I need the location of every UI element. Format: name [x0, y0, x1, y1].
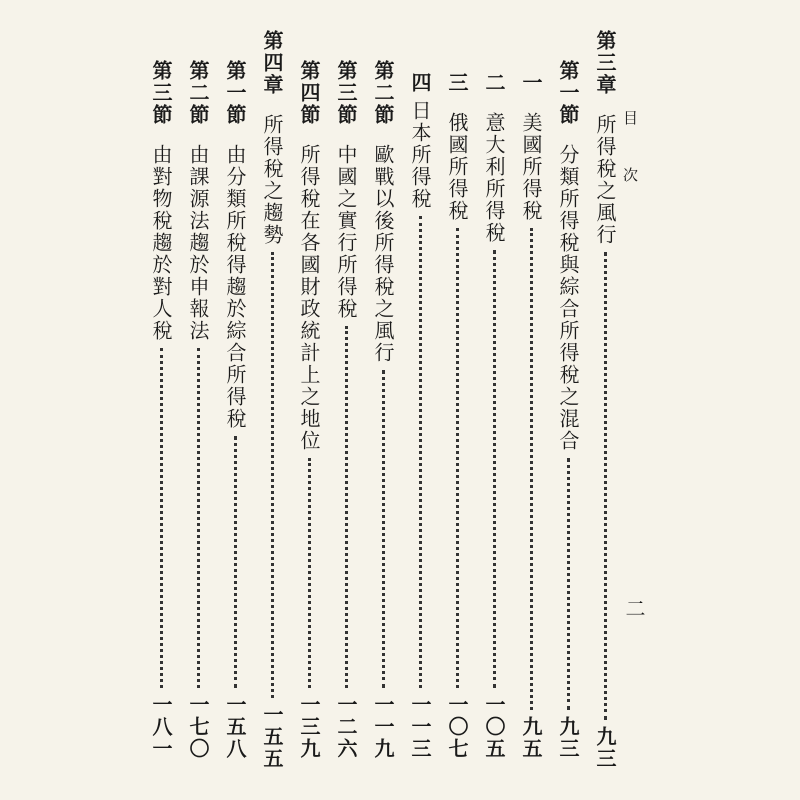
entry-title: 分類所得稅與綜合所得稅之混合 [556, 144, 580, 452]
toc-entry [331, 60, 361, 760]
leader-dots [160, 348, 163, 688]
entry-label: 第三章 [593, 30, 617, 96]
entry-page: 一〇五 [482, 694, 506, 760]
leader-dots [530, 228, 533, 710]
leader-dots [308, 458, 311, 688]
entry-label: 二 [482, 72, 506, 94]
leader-dots [382, 370, 385, 688]
entry-page: 九三 [556, 716, 580, 760]
toc-entry [294, 60, 324, 760]
leader-dots [345, 326, 348, 688]
leader-dots [456, 228, 459, 688]
entry-page: 一五八 [223, 694, 247, 760]
leader-dots [271, 252, 274, 698]
leader-dots [567, 458, 570, 710]
entry-title: 由課源法趨於申報法 [186, 144, 210, 342]
entry-title: 由分類所稅得趨於綜合所得稅 [223, 144, 247, 430]
entry-label: 第二節 [371, 60, 395, 126]
leader-dots [197, 348, 200, 688]
entry-label: 第三節 [334, 60, 358, 126]
running-header: 目 次 [621, 110, 639, 194]
leader-dots [604, 252, 607, 720]
entry-title: 美國所得稅 [519, 112, 543, 222]
entry-label: 第四節 [297, 60, 321, 126]
entry-title: 日本所得稅 [408, 100, 432, 210]
entry-label: 四 [408, 72, 432, 94]
entry-page: 九三 [593, 726, 617, 770]
entry-page: 一五五 [260, 704, 284, 770]
toc-entry [479, 72, 509, 760]
toc-entry [183, 60, 213, 760]
entry-title: 俄國所得稅 [445, 112, 469, 222]
entry-title: 所得稅之趨勢 [260, 114, 284, 246]
entry-page: 一七〇 [186, 694, 210, 760]
entry-title: 由對物稅趨於對人稅 [149, 144, 173, 342]
toc-entry [590, 30, 620, 770]
entry-title: 歐戰以後所得稅之風行 [371, 144, 395, 364]
toc-entry [220, 60, 250, 760]
entry-title: 意大利所得稅 [482, 112, 506, 244]
toc-entry [405, 72, 435, 760]
leader-dots [419, 216, 422, 688]
entry-page: 一八一 [149, 694, 173, 760]
entry-page: 九五 [519, 716, 543, 760]
entry-page: 一三九 [297, 694, 321, 760]
entry-label: 第一節 [223, 60, 247, 126]
toc-entry [553, 60, 583, 760]
entry-label: 第一節 [556, 60, 580, 126]
entry-title: 所得稅在各國財政統計上之地位 [297, 144, 321, 452]
entry-page: 一一三 [408, 694, 432, 760]
leader-dots [493, 250, 496, 688]
leader-dots [234, 436, 237, 688]
toc-entry [368, 60, 398, 760]
entry-label: 一 [519, 72, 543, 94]
entry-page: 一〇七 [445, 694, 469, 760]
entry-label: 第三節 [149, 60, 173, 126]
toc-entry [146, 60, 176, 760]
entry-title: 所得稅之風行 [593, 114, 617, 246]
page-number: 二 [622, 598, 646, 618]
entry-label: 第二節 [186, 60, 210, 126]
toc-entry [257, 30, 287, 770]
entry-label: 三 [445, 72, 469, 94]
entry-page: 一二六 [334, 694, 358, 760]
toc-entry [516, 72, 546, 760]
entry-page: 一一九 [371, 694, 395, 760]
entry-title: 中國之實行所得稅 [334, 144, 358, 320]
entry-label: 第四章 [260, 30, 284, 96]
toc-entry [442, 72, 472, 760]
